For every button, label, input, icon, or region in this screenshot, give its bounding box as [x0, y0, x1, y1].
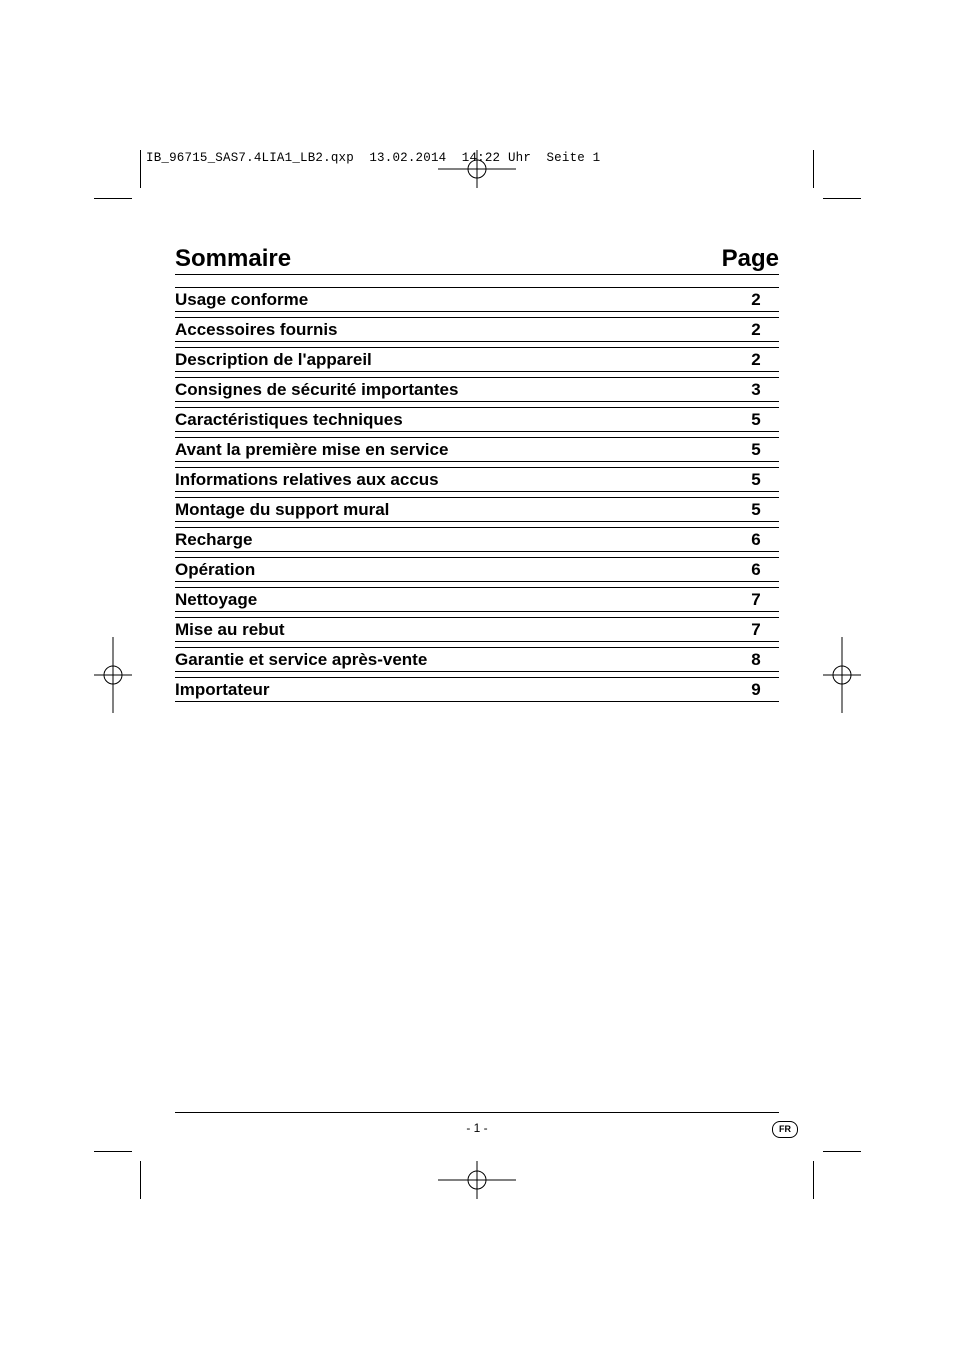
toc-entry[interactable]: [175, 467, 779, 492]
crop-mark: [813, 150, 814, 188]
toc-entry[interactable]: [175, 527, 779, 552]
registration-mark-icon: [94, 637, 132, 713]
toc-entry-title: Usage conforme: [175, 290, 309, 309]
toc-entry[interactable]: [175, 677, 779, 702]
toc-entry-title: Accessoires fournis: [175, 320, 338, 339]
toc-entry[interactable]: [175, 347, 779, 372]
toc-entry[interactable]: [175, 377, 779, 402]
crop-mark: [94, 1151, 132, 1152]
toc-entry-title: Description de l'appareil: [175, 350, 372, 369]
print-slug: IB_96715_SAS7.4LIA1_LB2.qxp 13.02.2014 14:22 Uhr Seite 1: [146, 151, 601, 165]
toc-entry-page: 5: [751, 500, 761, 519]
toc-entry[interactable]: [175, 317, 779, 342]
toc-entry-page: 6: [751, 560, 761, 579]
footer-divider: [175, 1112, 779, 1113]
toc-entry-title: Avant la première mise en service: [175, 440, 449, 459]
table-of-contents: [175, 244, 779, 707]
toc-entry-page: 8: [751, 650, 761, 669]
toc-header: [175, 244, 779, 275]
crop-mark: [823, 198, 861, 199]
toc-entry[interactable]: [175, 617, 779, 642]
language-badge: FR: [772, 1121, 798, 1138]
crop-mark: [823, 1151, 861, 1152]
crop-mark: [140, 1161, 141, 1199]
toc-entry-page: 3: [751, 380, 761, 399]
toc-entry[interactable]: [175, 647, 779, 672]
toc-entry-page: 7: [751, 620, 761, 639]
toc-entry-page: 5: [751, 440, 761, 459]
toc-entry[interactable]: [175, 437, 779, 462]
toc-heading: Sommaire: [175, 245, 292, 272]
toc-entry-page: 7: [751, 590, 761, 609]
crop-mark: [94, 198, 132, 199]
toc-entry-page: 6: [751, 530, 761, 549]
toc-entry-title: Recharge: [175, 530, 253, 549]
toc-entry-page: 2: [751, 290, 761, 309]
toc-entry[interactable]: [175, 407, 779, 432]
toc-entry-page: 2: [751, 320, 761, 339]
toc-entry-title: Montage du support mural: [175, 500, 390, 519]
toc-entry[interactable]: [175, 287, 779, 312]
toc-entry-title: Garantie et service après-vente: [175, 650, 428, 669]
page-number: - 1 -: [466, 1121, 488, 1135]
toc-entry-page: 9: [751, 680, 761, 699]
toc-entry-title: Consignes de sécurité importantes: [175, 380, 459, 399]
toc-entry-title: Informations relatives aux accus: [175, 470, 439, 489]
crop-mark: [140, 150, 141, 188]
toc-entry[interactable]: [175, 557, 779, 582]
toc-entry[interactable]: [175, 497, 779, 522]
crop-mark: [813, 1161, 814, 1199]
toc-page-heading: Page: [721, 245, 779, 272]
toc-entry-title: Opération: [175, 560, 256, 579]
registration-mark-icon: [438, 150, 516, 188]
toc-entry-page: 5: [751, 410, 761, 429]
toc-list: [175, 287, 779, 702]
toc-entry-title: Mise au rebut: [175, 620, 285, 639]
registration-mark-icon: [823, 637, 861, 713]
toc-entry[interactable]: [175, 587, 779, 612]
toc-entry-title: Nettoyage: [175, 590, 258, 609]
toc-entry-title: Caractéristiques techniques: [175, 410, 403, 429]
registration-mark-icon: [438, 1161, 516, 1199]
toc-entry-page: 2: [751, 350, 761, 369]
toc-entry-page: 5: [751, 470, 761, 489]
toc-entry-title: Importateur: [175, 680, 270, 699]
